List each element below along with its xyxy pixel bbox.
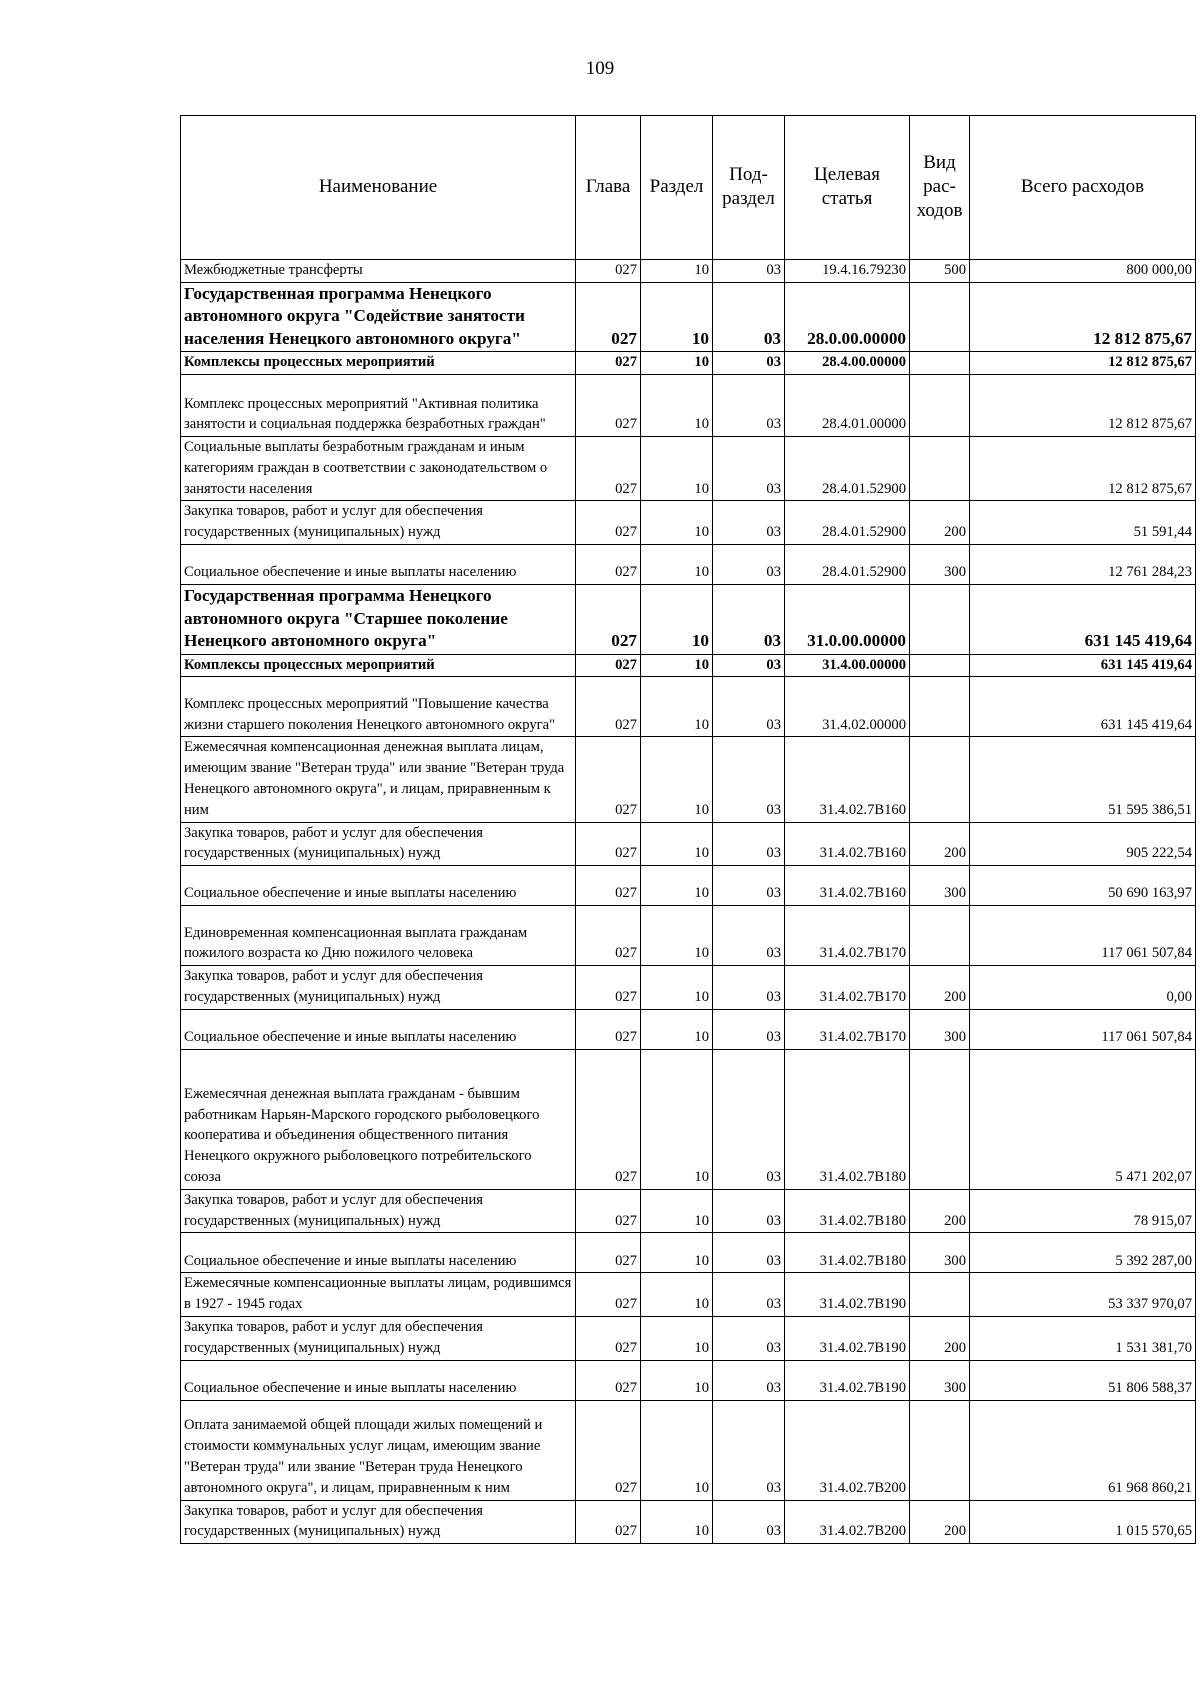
- table-row: [181, 352, 1196, 375]
- row-total: 12 812 875,67: [970, 437, 1196, 501]
- row-target: 31.4.02.7В160: [785, 866, 910, 906]
- row-section: 10: [641, 375, 713, 437]
- row-chapter: 027: [576, 966, 641, 1010]
- row-subsection: 03: [713, 375, 785, 437]
- row-expense-type: 200: [910, 501, 970, 545]
- table-row: [181, 822, 1196, 866]
- row-subsection: 03: [713, 260, 785, 283]
- row-name: Социальное обеспечение и иные выплаты населению: [181, 1233, 576, 1273]
- row-total: 631 145 419,64: [970, 585, 1196, 655]
- row-name: Социальные выплаты безработным гражданам и иным категориям граждан в соответствии с законодательством о занятости населения: [181, 437, 576, 501]
- row-subsection: 03: [713, 1049, 785, 1189]
- row-name: Единовременная компенсационная выплата гражданам пожилого возраста ко Дню пожилого человека: [181, 906, 576, 966]
- row-chapter: 027: [576, 654, 641, 677]
- table-row: [181, 282, 1196, 352]
- row-section: 10: [641, 1316, 713, 1360]
- row-subsection: 03: [713, 352, 785, 375]
- row-chapter: 027: [576, 1500, 641, 1544]
- row-target: 19.4.16.79230: [785, 260, 910, 283]
- row-total: 5 471 202,07: [970, 1049, 1196, 1189]
- row-expense-type: [910, 282, 970, 352]
- row-expense-type: [910, 737, 970, 822]
- row-chapter: 027: [576, 1189, 641, 1233]
- row-name: Закупка товаров, работ и услуг для обеспечения государственных (муниципальных) нужд: [181, 822, 576, 866]
- row-section: 10: [641, 1360, 713, 1400]
- table-row: [181, 1400, 1196, 1500]
- row-target: 31.4.02.7В190: [785, 1316, 910, 1360]
- row-subsection: 03: [713, 654, 785, 677]
- row-section: 10: [641, 501, 713, 545]
- row-chapter: 027: [576, 1009, 641, 1049]
- row-total: 117 061 507,84: [970, 906, 1196, 966]
- row-subsection: 03: [713, 1009, 785, 1049]
- row-section: 10: [641, 585, 713, 655]
- row-name: Закупка товаров, работ и услуг для обеспечения государственных (муниципальных) нужд: [181, 501, 576, 545]
- row-target: 31.4.02.7В180: [785, 1049, 910, 1189]
- row-expense-type: [910, 352, 970, 375]
- row-subsection: 03: [713, 866, 785, 906]
- row-name: Социальное обеспечение и иные выплаты населению: [181, 1360, 576, 1400]
- table-row: [181, 654, 1196, 677]
- row-expense-type: 300: [910, 1233, 970, 1273]
- table-row: [181, 545, 1196, 585]
- row-name: Ежемесячные компенсационные выплаты лицам, родившимся в 1927 - 1945 годах: [181, 1273, 576, 1317]
- row-total: 12 761 284,23: [970, 545, 1196, 585]
- row-section: 10: [641, 966, 713, 1010]
- row-name: Закупка товаров, работ и услуг для обеспечения государственных (муниципальных) нужд: [181, 1316, 576, 1360]
- row-subsection: 03: [713, 282, 785, 352]
- row-target: 31.4.02.7В200: [785, 1500, 910, 1544]
- header-expense-type: Вид рас-ходов: [910, 116, 970, 260]
- row-total: 12 812 875,67: [970, 375, 1196, 437]
- row-chapter: 027: [576, 1049, 641, 1189]
- row-name: Ежемесячная компенсационная денежная выплата лицам, имеющим звание "Ветеран труда" или звание "Ветеран труда Ненецкого автономного округа", и лицам, приравненным к ним: [181, 737, 576, 822]
- row-total: 117 061 507,84: [970, 1009, 1196, 1049]
- row-total: 12 812 875,67: [970, 282, 1196, 352]
- table-row: [181, 1316, 1196, 1360]
- row-chapter: 027: [576, 437, 641, 501]
- row-chapter: 027: [576, 1400, 641, 1500]
- row-target: 31.4.02.7В170: [785, 1009, 910, 1049]
- row-target: 28.4.01.52900: [785, 545, 910, 585]
- row-subsection: 03: [713, 1316, 785, 1360]
- row-expense-type: 300: [910, 545, 970, 585]
- row-name: Социальное обеспечение и иные выплаты населению: [181, 545, 576, 585]
- row-total: 1 015 570,65: [970, 1500, 1196, 1544]
- table-row: [181, 585, 1196, 655]
- table-row: [181, 866, 1196, 906]
- row-section: 10: [641, 737, 713, 822]
- table-row: [181, 1189, 1196, 1233]
- row-subsection: 03: [713, 585, 785, 655]
- row-subsection: 03: [713, 737, 785, 822]
- row-total: 78 915,07: [970, 1189, 1196, 1233]
- row-subsection: 03: [713, 1273, 785, 1317]
- row-target: 28.4.00.00000: [785, 352, 910, 375]
- row-section: 10: [641, 545, 713, 585]
- row-total: 5 392 287,00: [970, 1233, 1196, 1273]
- row-total: 0,00: [970, 966, 1196, 1010]
- table-row: [181, 501, 1196, 545]
- row-chapter: 027: [576, 260, 641, 283]
- row-name: Социальное обеспечение и иные выплаты населению: [181, 866, 576, 906]
- row-expense-type: [910, 1400, 970, 1500]
- row-section: 10: [641, 822, 713, 866]
- row-name: Социальное обеспечение и иные выплаты населению: [181, 1009, 576, 1049]
- table-row: [181, 1360, 1196, 1400]
- row-name: Комплексы процессных мероприятий: [181, 352, 576, 375]
- row-name: Межбюджетные трансферты: [181, 260, 576, 283]
- row-subsection: 03: [713, 1500, 785, 1544]
- row-subsection: 03: [713, 677, 785, 737]
- row-expense-type: [910, 654, 970, 677]
- row-expense-type: 200: [910, 822, 970, 866]
- row-chapter: 027: [576, 866, 641, 906]
- row-name: Оплата занимаемой общей площади жилых помещений и стоимости коммунальных услуг лицам, имеющим звание "Ветеран труда" или звание "Ветеран труда Ненецкого автономного округа", и лицам, приравненным к ним: [181, 1400, 576, 1500]
- row-target: 31.4.02.7В170: [785, 906, 910, 966]
- row-target: 31.4.02.7В190: [785, 1360, 910, 1400]
- row-expense-type: 200: [910, 1500, 970, 1544]
- table-row: [181, 1009, 1196, 1049]
- row-total: 53 337 970,07: [970, 1273, 1196, 1317]
- row-chapter: 027: [576, 737, 641, 822]
- row-target: 31.4.02.00000: [785, 677, 910, 737]
- row-expense-type: [910, 677, 970, 737]
- row-total: 50 690 163,97: [970, 866, 1196, 906]
- row-name: Государственная программа Ненецкого автономного округа "Содействие занятости населения Ненецкого автономного округа": [181, 282, 576, 352]
- row-subsection: 03: [713, 1233, 785, 1273]
- row-expense-type: 300: [910, 866, 970, 906]
- row-chapter: 027: [576, 282, 641, 352]
- row-chapter: 027: [576, 545, 641, 585]
- row-expense-type: 200: [910, 1316, 970, 1360]
- row-chapter: 027: [576, 585, 641, 655]
- row-chapter: 027: [576, 352, 641, 375]
- row-section: 10: [641, 1273, 713, 1317]
- row-expense-type: 300: [910, 1360, 970, 1400]
- row-name: Ежемесячная денежная выплата гражданам - бывшим работникам Нарьян-Марского городского рыболовецкого кооператива и объединения общественного питания Ненецкого окружного рыболовецкого потребительского союза: [181, 1049, 576, 1189]
- header-name: Наименование: [181, 116, 576, 260]
- header-subsection: Под-раздел: [713, 116, 785, 260]
- row-subsection: 03: [713, 545, 785, 585]
- row-name: Закупка товаров, работ и услуг для обеспечения государственных (муниципальных) нужд: [181, 966, 576, 1010]
- row-subsection: 03: [713, 966, 785, 1010]
- row-section: 10: [641, 282, 713, 352]
- row-section: 10: [641, 1233, 713, 1273]
- row-section: 10: [641, 866, 713, 906]
- row-target: 28.4.01.00000: [785, 375, 910, 437]
- row-target: 31.4.00.00000: [785, 654, 910, 677]
- row-section: 10: [641, 1189, 713, 1233]
- header-chapter: Глава: [576, 116, 641, 260]
- row-section: 10: [641, 1009, 713, 1049]
- table-header-row: [181, 116, 1196, 260]
- header-total: Всего расходов: [970, 116, 1196, 260]
- row-subsection: 03: [713, 437, 785, 501]
- row-subsection: 03: [713, 822, 785, 866]
- row-total: 1 531 381,70: [970, 1316, 1196, 1360]
- row-target: 31.4.02.7В170: [785, 966, 910, 1010]
- row-name: Комплексы процессных мероприятий: [181, 654, 576, 677]
- row-section: 10: [641, 1049, 713, 1189]
- table-row: [181, 1233, 1196, 1273]
- row-chapter: 027: [576, 375, 641, 437]
- row-name: Государственная программа Ненецкого автономного округа "Старшее поколение Ненецкого автономного округа": [181, 585, 576, 655]
- row-expense-type: [910, 437, 970, 501]
- table-row: [181, 1500, 1196, 1544]
- row-expense-type: 200: [910, 966, 970, 1010]
- row-chapter: 027: [576, 1316, 641, 1360]
- row-name: Комплекс процессных мероприятий "Повышение качества жизни старшего поколения Ненецкого автономного округа": [181, 677, 576, 737]
- row-chapter: 027: [576, 1233, 641, 1273]
- row-total: 631 145 419,64: [970, 677, 1196, 737]
- row-expense-type: 300: [910, 1009, 970, 1049]
- row-total: 51 591,44: [970, 501, 1196, 545]
- row-chapter: 027: [576, 822, 641, 866]
- row-expense-type: [910, 1049, 970, 1189]
- row-expense-type: 200: [910, 1189, 970, 1233]
- row-expense-type: [910, 906, 970, 966]
- table-row: [181, 260, 1196, 283]
- table-row: [181, 677, 1196, 737]
- row-target: 28.0.00.00000: [785, 282, 910, 352]
- row-name: Комплекс процессных мероприятий "Активная политика занятости и социальная поддержка безработных граждан": [181, 375, 576, 437]
- row-target: 31.4.02.7В160: [785, 737, 910, 822]
- row-total: 61 968 860,21: [970, 1400, 1196, 1500]
- row-subsection: 03: [713, 1189, 785, 1233]
- table-row: [181, 966, 1196, 1010]
- row-target: 31.4.02.7В160: [785, 822, 910, 866]
- row-target: 31.4.02.7В180: [785, 1233, 910, 1273]
- row-section: 10: [641, 437, 713, 501]
- row-target: 31.4.02.7В200: [785, 1400, 910, 1500]
- row-section: 10: [641, 654, 713, 677]
- table-row: [181, 437, 1196, 501]
- row-chapter: 027: [576, 677, 641, 737]
- row-target: 28.4.01.52900: [785, 437, 910, 501]
- row-section: 10: [641, 1500, 713, 1544]
- row-chapter: 027: [576, 1273, 641, 1317]
- budget-table: [180, 115, 1196, 1544]
- row-expense-type: [910, 1273, 970, 1317]
- row-target: 31.4.02.7В180: [785, 1189, 910, 1233]
- row-total: 800 000,00: [970, 260, 1196, 283]
- row-chapter: 027: [576, 501, 641, 545]
- row-target: 31.4.02.7В190: [785, 1273, 910, 1317]
- table-row: [181, 375, 1196, 437]
- row-total: 12 812 875,67: [970, 352, 1196, 375]
- row-section: 10: [641, 677, 713, 737]
- row-subsection: 03: [713, 906, 785, 966]
- page-number: 109: [585, 58, 615, 79]
- table-row: [181, 737, 1196, 822]
- row-subsection: 03: [713, 501, 785, 545]
- row-section: 10: [641, 352, 713, 375]
- row-expense-type: [910, 585, 970, 655]
- table-row: [181, 906, 1196, 966]
- row-subsection: 03: [713, 1360, 785, 1400]
- row-chapter: 027: [576, 1360, 641, 1400]
- row-section: 10: [641, 1400, 713, 1500]
- table-row: [181, 1273, 1196, 1317]
- row-total: 51 595 386,51: [970, 737, 1196, 822]
- header-section: Раздел: [641, 116, 713, 260]
- table-body: [181, 260, 1196, 1544]
- row-total: 905 222,54: [970, 822, 1196, 866]
- row-total: 631 145 419,64: [970, 654, 1196, 677]
- row-expense-type: 500: [910, 260, 970, 283]
- table-row: [181, 1049, 1196, 1189]
- header-target: Целевая статья: [785, 116, 910, 260]
- row-name: Закупка товаров, работ и услуг для обеспечения государственных (муниципальных) нужд: [181, 1189, 576, 1233]
- row-section: 10: [641, 906, 713, 966]
- row-target: 31.0.00.00000: [785, 585, 910, 655]
- row-expense-type: [910, 375, 970, 437]
- row-chapter: 027: [576, 906, 641, 966]
- row-name: Закупка товаров, работ и услуг для обеспечения государственных (муниципальных) нужд: [181, 1500, 576, 1544]
- row-subsection: 03: [713, 1400, 785, 1500]
- row-target: 28.4.01.52900: [785, 501, 910, 545]
- row-section: 10: [641, 260, 713, 283]
- row-total: 51 806 588,37: [970, 1360, 1196, 1400]
